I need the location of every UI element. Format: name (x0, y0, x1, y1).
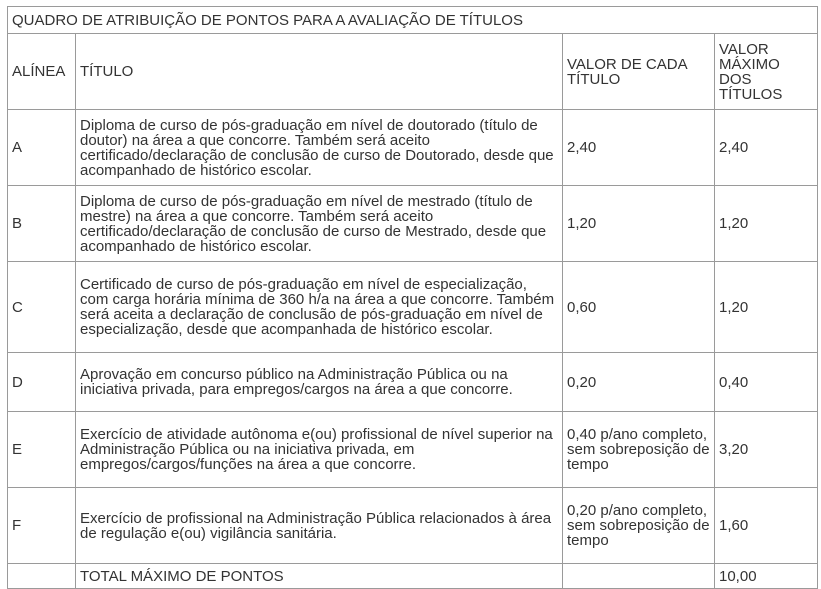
row-alinea: B (8, 186, 76, 262)
row-alinea: A (8, 110, 76, 186)
row-valor-maximo: 1,60 (715, 488, 818, 564)
total-label: TOTAL MÁXIMO DE PONTOS (76, 564, 563, 589)
header-titulo: TÍTULO (76, 34, 563, 110)
row-valor-cada: 0,40 p/ano completo, sem sobreposição de tempo (563, 412, 715, 488)
total-empty-cell (8, 564, 76, 589)
table-row (8, 412, 818, 488)
row-alinea: D (8, 353, 76, 412)
row-valor-maximo: 2,40 (715, 110, 818, 186)
total-empty-cell (563, 564, 715, 589)
header-alinea: ALÍNEA (8, 34, 76, 110)
table-row (8, 110, 818, 186)
table-row (8, 186, 818, 262)
total-value: 10,00 (715, 564, 818, 589)
row-valor-cada: 0,20 p/ano completo, sem sobreposição de tempo (563, 488, 715, 564)
row-alinea: C (8, 262, 76, 353)
row-valor-maximo: 1,20 (715, 262, 818, 353)
table-row (8, 488, 818, 564)
table-title-row (8, 7, 818, 34)
row-valor-cada: 1,20 (563, 186, 715, 262)
row-titulo: Diploma de curso de pós-graduação em nível de doutorado (título de doutor) na área a que concorre. Também será aceito certificado/declaração de conclusão de curso de Doutorado, desde que acompanhado de histórico escolar. (76, 110, 563, 186)
table-title: QUADRO DE ATRIBUIÇÃO DE PONTOS PARA A AVALIAÇÃO DE TÍTULOS (8, 7, 818, 34)
row-valor-cada: 0,20 (563, 353, 715, 412)
header-valor-maximo: VALOR MÁXIMO DOS TÍTULOS (715, 34, 818, 110)
row-titulo: Certificado de curso de pós-graduação em nível de especialização, com carga horária mínima de 360 h/a na área a que concorre. Também será aceita a declaração de conclusão de pós-graduação em nível de especialização, desde que acompanhada de histórico escolar. (76, 262, 563, 353)
row-titulo: Exercício de profissional na Administração Pública relacionados à área de regulação e(ou) vigilância sanitária. (76, 488, 563, 564)
row-valor-maximo: 3,20 (715, 412, 818, 488)
row-alinea: E (8, 412, 76, 488)
row-valor-cada: 0,60 (563, 262, 715, 353)
row-valor-maximo: 1,20 (715, 186, 818, 262)
row-alinea: F (8, 488, 76, 564)
total-row (8, 564, 818, 589)
row-titulo: Diploma de curso de pós-graduação em nível de mestrado (título de mestre) na área a que concorre. Também será aceito certificado/declaração de conclusão de curso de Mestrado, desde que acompanhado de histórico escolar. (76, 186, 563, 262)
row-valor-maximo: 0,40 (715, 353, 818, 412)
header-row (8, 34, 818, 110)
points-table (7, 6, 818, 589)
row-valor-cada: 2,40 (563, 110, 715, 186)
table-row (8, 353, 818, 412)
table-row (8, 262, 818, 353)
row-titulo: Aprovação em concurso público na Administração Pública ou na iniciativa privada, para empregos/cargos na área a que concorre. (76, 353, 563, 412)
header-valor-cada: VALOR DE CADA TÍTULO (563, 34, 715, 110)
row-titulo: Exercício de atividade autônoma e(ou) profissional de nível superior na Administração Pública ou na iniciativa privada, em empregos/cargos/funções na área a que concorre. (76, 412, 563, 488)
